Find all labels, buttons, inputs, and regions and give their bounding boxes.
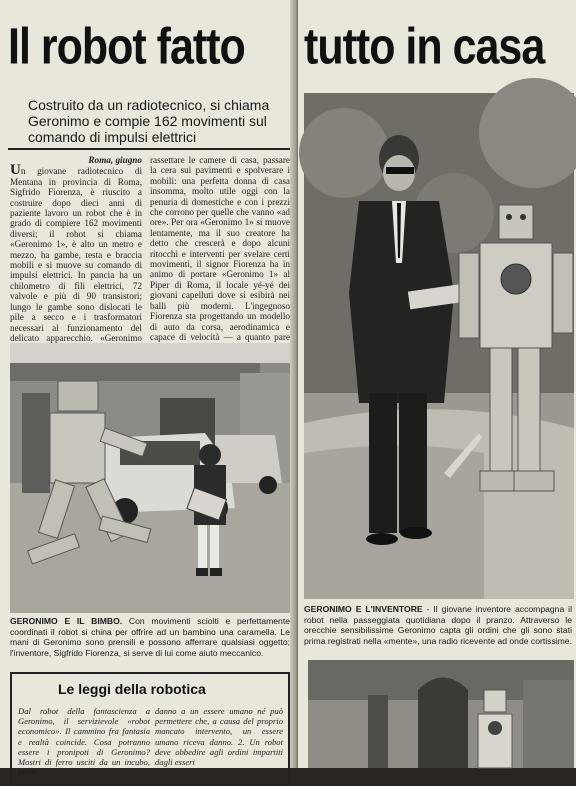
right-page [298, 0, 576, 768]
photo-robot-and-child [10, 343, 290, 613]
caption-right-title: GERONIMO E L'INVENTORE [304, 604, 423, 614]
caption-right [304, 604, 572, 646]
photo-robot-street [308, 660, 574, 768]
caption-left-text: Con movimenti sciolti e perfettamente coordinati il robot si china per offrire ad un bambino una caramella. Le mani di Geronimo sono prensili e possono afferrare qualsiasi oggetto; l'inventore, Sigfrido Fiorenza, si serve di lui come aiuto meccanico. [10, 616, 290, 658]
dateline: Roma, giugno [88, 155, 142, 165]
sidebar-column-1: Dal robot della fantascienza a Geronimo, il servizievole «robot economico». Il cammino fra fantasia e realtà coincide. Cosa potranno essere i pronipoti di Geronimo? Mostri di ferro usciti da un incubo, pron- [18, 706, 150, 778]
headline-right: tutto in casa [304, 18, 545, 76]
caption-right-text: - Il giovane inventore accompagna il robot nella passeggiata quotidiana dopo il pranzo. Attraverso le orecchie sensibilissime Geronimo capta gli ordini che gli sono stati prima registrati nella «mente», una radio ricevente ad onde cortissime. [304, 604, 572, 646]
sidebar-title: Le leggi della robotica [58, 681, 206, 697]
drop-cap: U [10, 162, 21, 179]
photo-inventor-and-robot [304, 93, 574, 599]
caption-left-title: GERONIMO E IL BIMBO. [10, 616, 123, 626]
body-text-2: rassettare le camere di casa, passare la cera sui pavimenti e spolverare i mobili: una perfetta donna di casa insomma, molto utile oggi con la penuria di domestiche e con i prezzi che corrono per quelle che vanno «ad ore». Per ora «Geronimo 1» si muove lentamente, ma il suo creatore ha detto che crescerà e dopo alcuni ritocchi e interventi per svelare certi movimenti, il signor Fiorenza ha in animo di portare «Geronimo 1» al Piper di Roma, il locale yé-yé dei giovani capelluti dove si esibirà nei balli più moderni. L'ingegnoso Fiorenza sta progettando un modello di auto da corsa, aerodinamica e capace di velocità — a quanto pare [150, 155, 290, 342]
body-text-1: n giovane radiotecnico di Mentana in provincia di Roma, Sigfrido Fiorenza, è riuscito a costruire dopo dieci anni di paziente lavoro un robot che è in grado di compiere 162 movimenti diversi; il robot si chiama «Geronimo 1», è alto un metro e mezzo, ha gambe, testa e braccia mobili e si muove su comando di impulsi elettrici. In pancia ha un chilometro di fili elettrici, 72 valvole e più di 90 transistori; lungo le gambe sono dislocati le pile a secco e i trasformatori necessari al funzionamento del delicato apparecchio. «Geronimo [10, 166, 142, 343]
divider-rule [8, 148, 290, 150]
sidebar-column-2: danno a un essere umano né può permettere che, a causa del proprio mancato intervento, un essere umano riceva danno. 2. Un robot deve obbedire agli ordini impartiti dagli esseri [155, 706, 283, 768]
article-deck: Costruito da un radiotecnico, si chiama Geronimo e compie 162 movimenti sul comando di impulsi elettrici [28, 97, 270, 145]
caption-left [10, 616, 290, 658]
headline-left: Il robot fatto [8, 18, 245, 76]
